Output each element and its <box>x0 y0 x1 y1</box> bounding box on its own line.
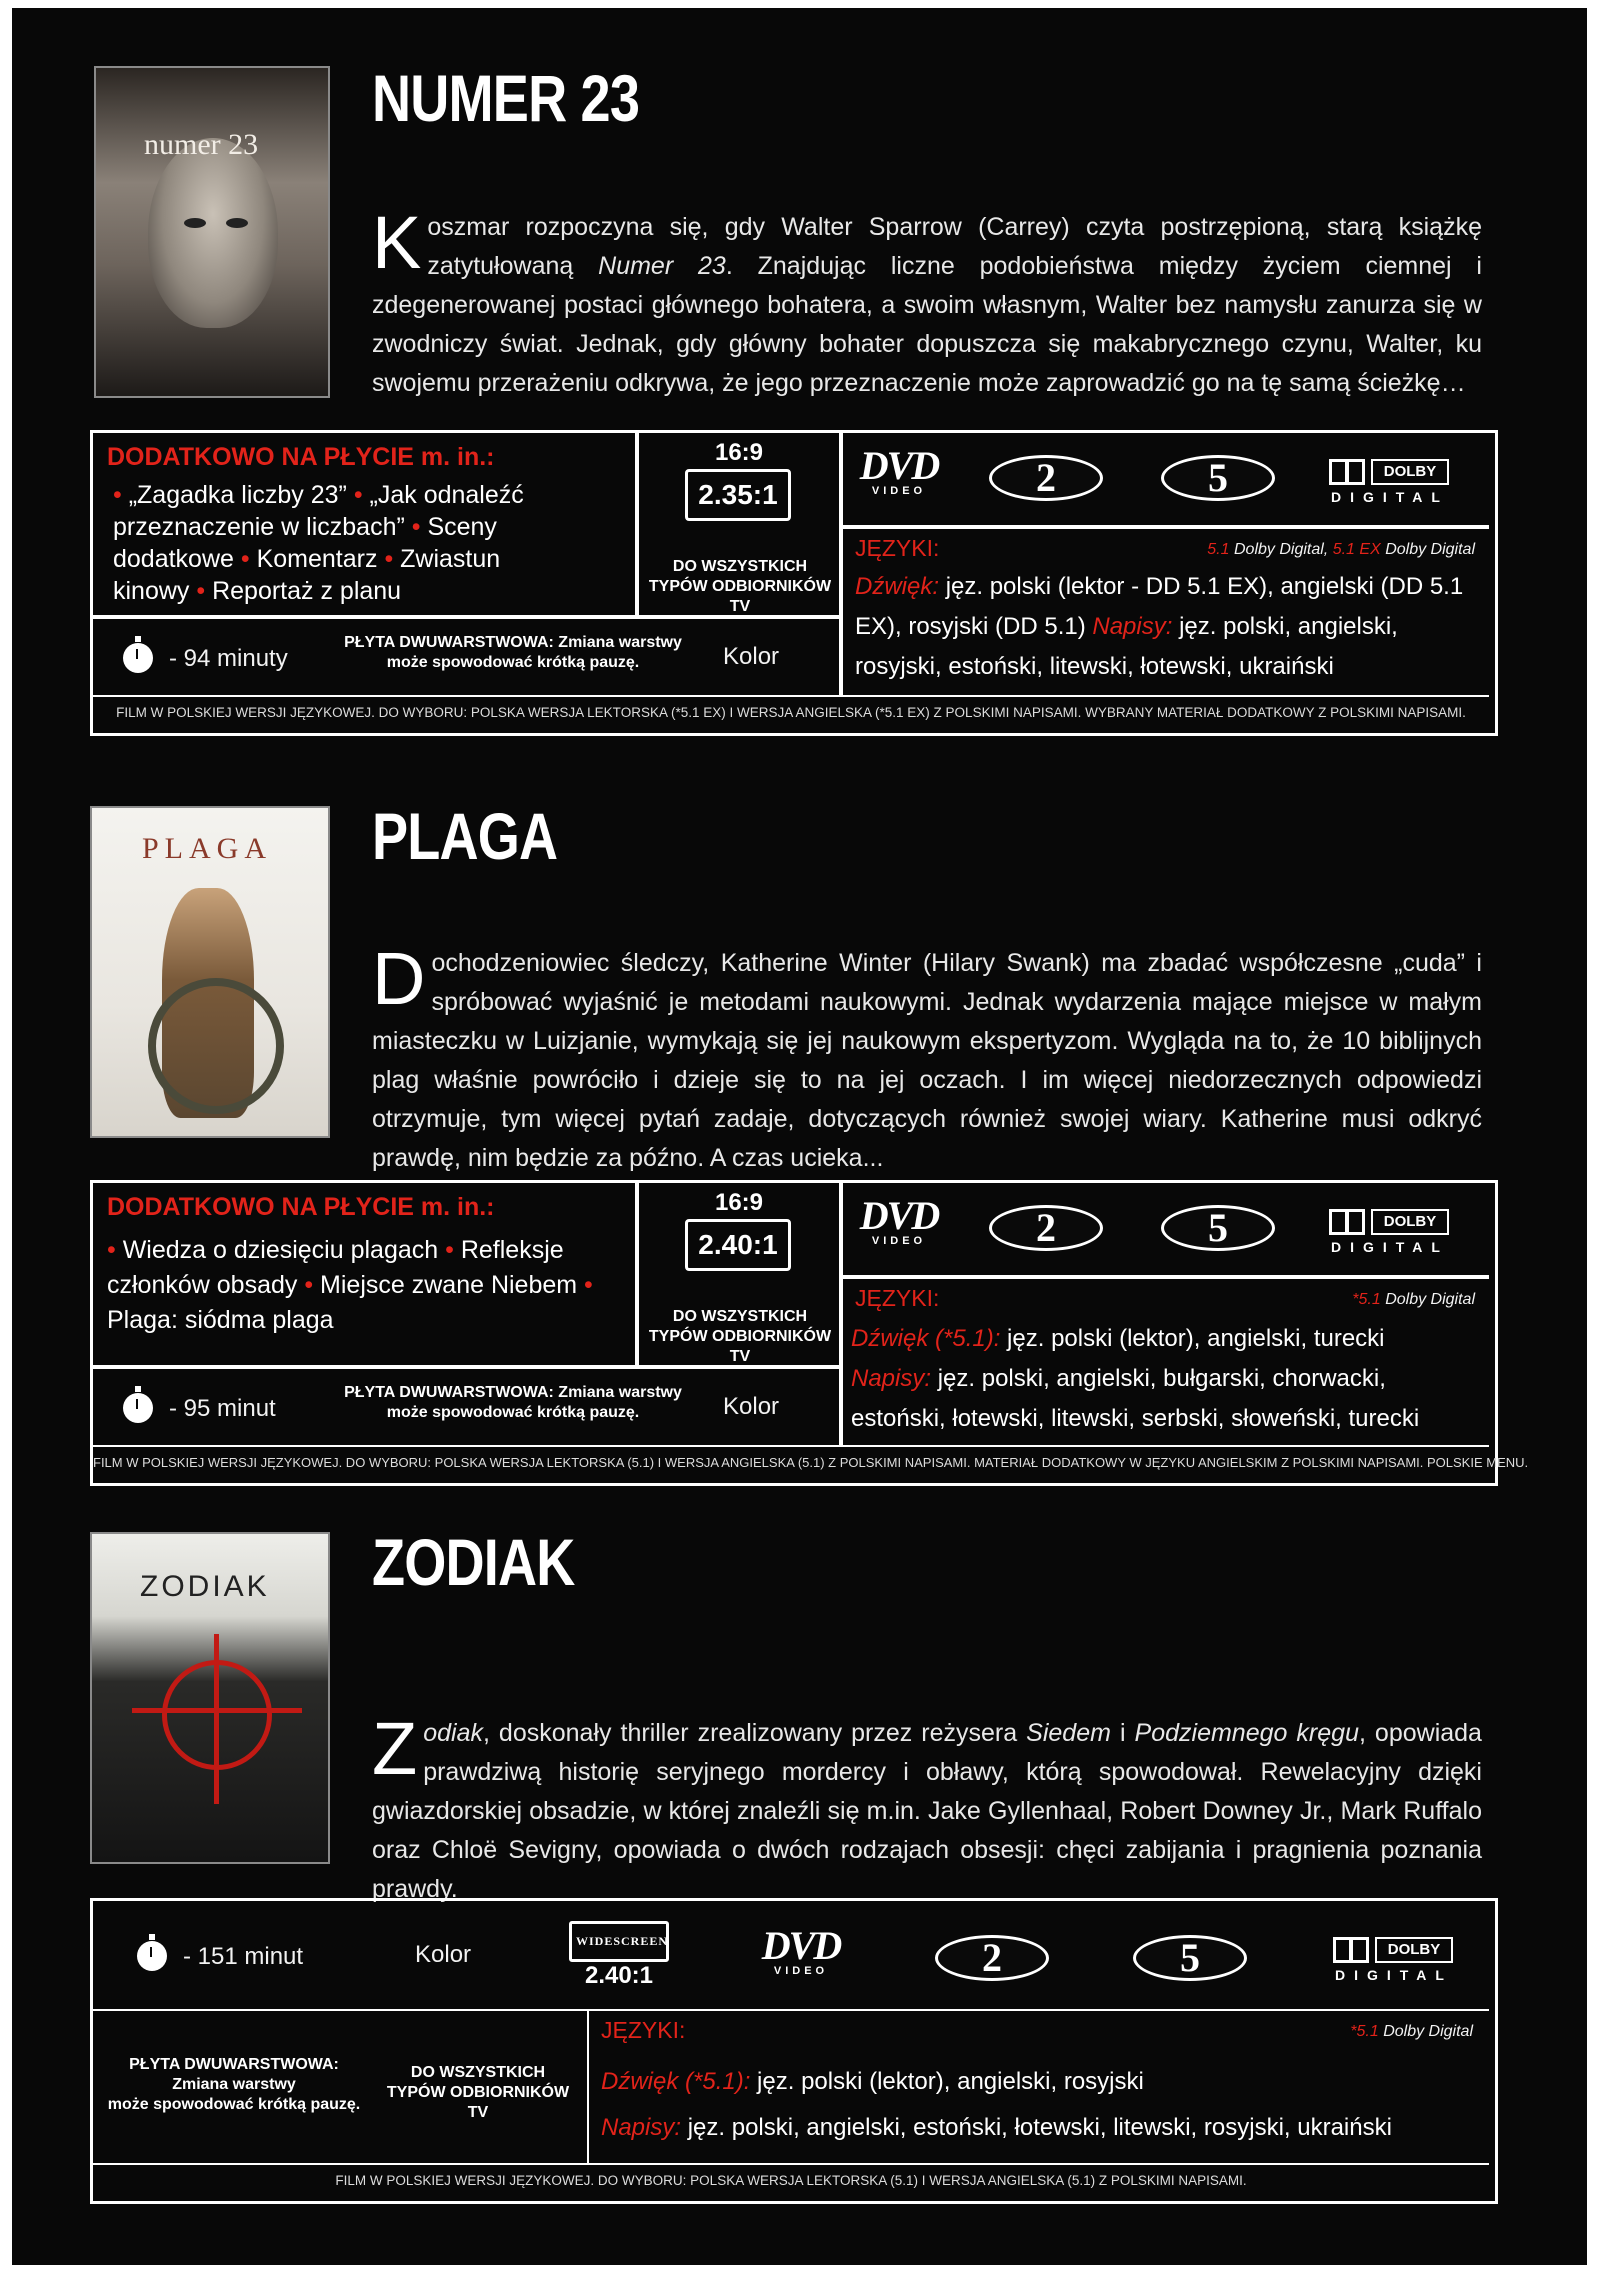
region-5-icon: 5 <box>1133 1935 1247 1981</box>
dropcap: K <box>372 201 422 284</box>
dolby-digital-logo: DOLBY DIGITAL <box>1329 1207 1459 1257</box>
poster-face-shape <box>148 138 278 328</box>
languages-cell <box>589 2011 1489 2165</box>
extras-list: • Wiedza o dziesięciu plagach • Refleksje członków obsady • Miejsce zwane Niebem • Plaga: siódma plaga <box>107 1236 593 1334</box>
movie-title: ZODIAK <box>372 1525 575 1599</box>
widescreen-logo: WIDESCREEN 2.40:1 <box>569 1921 669 1990</box>
movie-synopsis: Zodiak, doskonały thriller zrealizowany przez reżysera Siedem i Podziemnego kręgu, opowiada prawdziwą historię seryjnego mordercy i obławy, którą spowodował. Rewelacyjny dzięki gwiazdorskiej obsadzie, w której znaleźli się m.in. Jake Gyllenhaal, Robert Downey Jr., Mark Ruffalo oraz Chloë Sevigny, opowiada o dwóch rodzajach obsesji: chęci zabijania i pragnienia poznania prawdy. <box>372 1707 1482 1903</box>
aspect-ratio: 2.40:1 <box>584 1962 654 1989</box>
movie-synopsis: Koszmar rozpoczyna się, gdy Walter Sparrow (Carrey) czyta postrzępioną, starą książkę zatytułowaną Numer 23. Znajdując liczne podobieństwa między życiem ciemnej i zdegenerowanej postaci głównego bohatera, a swoim własnym, Walter bez namysłu zanurza się w zwodniczy świat. Jednak, gdy główny bohater dopuszcza się makabrycznego czynu, Walter, ku swojemu przerażeniu odkrywa, że jego przeznaczenie może zaprowadzić go na tę samą ścieżkę… <box>372 201 1482 397</box>
poster-title: PLAGA <box>142 832 273 865</box>
tv-note: DO WSZYSTKICH TYPÓW ODBIORNIKÓW TV <box>648 1308 832 1365</box>
poster-zodiak <box>90 1532 330 1864</box>
aspect-top: 16:9 <box>714 439 764 466</box>
poster-numer-23 <box>94 66 330 398</box>
dvd-back-cover <box>12 8 1587 2265</box>
specs-box-plaga <box>90 1180 1529 1486</box>
logos-cell <box>841 433 1489 527</box>
specs-box-zodiak <box>90 1898 1498 2204</box>
dvd-video-logo: DVD VIDEO <box>859 443 939 497</box>
color-label: Kolor <box>723 1393 780 1420</box>
languages-cell <box>841 527 1489 697</box>
aspect-cell <box>637 433 841 617</box>
dropcap: D <box>372 937 426 1020</box>
languages-cell <box>841 1277 1489 1447</box>
poster-plaga <box>90 806 330 1138</box>
dual-layer-cell <box>93 2011 589 2165</box>
extras-list: • „Zagadka liczby 23” • „Jak odnaleźć przeznaczenie w liczbach” • Sceny dodatkowe • Komentarz • Zwiastun kinowy • Reportaż z planu <box>113 481 524 605</box>
audio-formats: 5.1 Dolby Digital, 5.1 EX Dolby Digital <box>1207 541 1475 558</box>
tv-note: DO WSZYSTKICH TYPÓW ODBIORNIKÓW TV <box>386 2064 570 2121</box>
runtime: - 94 minuty <box>169 645 288 672</box>
languages-text: Dźwięk: jęz. polski (lektor - DD 5.1 EX), angielski (DD 5.1 EX), rosyjski (DD 5.1) Napisy: jęz. polski, angielski, rosyjski, estoński, litewski, łotewski, ukraiński <box>855 573 1464 680</box>
audio-formats: *5.1 Dolby Digital <box>1350 2023 1473 2040</box>
dual-layer-note: PŁYTA DWUWARSTWOWA: Zmiana warstwy może spowodować krótką pauzę. <box>344 634 682 671</box>
region-2-icon: 2 <box>989 1205 1103 1251</box>
runtime-cell <box>93 1367 841 1447</box>
dropcap: Z <box>372 1707 418 1790</box>
languages-heading: JĘZYKI: <box>855 535 940 561</box>
logos-cell <box>841 1183 1489 1277</box>
dual-layer-note: PŁYTA DWUWARSTWOWA: Zmiana warstwy może spowodować krótką pauzę. <box>107 2056 361 2113</box>
extras-heading: DODATKOWO NA PŁYCIE m. in.: <box>107 1193 495 1221</box>
top-row-cell <box>93 1901 1489 2011</box>
color-label: Kolor <box>723 643 780 670</box>
aspect-ratio: 2.40:1 <box>685 1219 791 1271</box>
poster-eye-left <box>184 218 206 228</box>
extras-cell <box>93 1183 637 1367</box>
region-5-icon: 5 <box>1161 1205 1275 1251</box>
languages-heading: JĘZYKI: <box>601 2017 686 2043</box>
movie-title: NUMER 23 <box>372 61 640 135</box>
tv-note: DO WSZYSTKICH TYPÓW ODBIORNIKÓW TV <box>648 558 832 615</box>
poster-snake-shape <box>148 978 284 1114</box>
aspect-ratio: 2.35:1 <box>685 469 791 521</box>
footer-note: FILM W POLSKIEJ WERSJI JĘZYKOWEJ. DO WYBORU: POLSKA WERSJA LEKTORSKA (*5.1 EX) I WERSJA ANGIELSKA (*5.1 EX) Z POLSKIMI NAPISAMI. WYBRANY MATERIAŁ DODATKOWY Z POLSKIMI NAPISAMI. <box>116 705 1466 720</box>
languages-text: Dźwięk (*5.1): jęz. polski (lektor), angielski, turecki Napisy: jęz. polski, angielski, bułgarski, chorwacki, estoński, łotewski, litewski, serbski, słoweński, turecki <box>851 1325 1420 1432</box>
poster-title: numer 23 <box>144 128 259 161</box>
runtime: - 95 minut <box>169 1395 276 1422</box>
audio-formats: *5.1 Dolby Digital <box>1352 1291 1475 1308</box>
poster-crosshair-h <box>132 1708 302 1713</box>
languages-heading: JĘZYKI: <box>855 1285 940 1311</box>
poster-title: ZODIAK <box>140 1570 270 1603</box>
region-2-icon: 2 <box>989 455 1103 501</box>
languages-text: Dźwięk (*5.1): jęz. polski (lektor), angielski, rosyjski Napisy: jęz. polski, angielski, estoński, łotewski, litewski, rosyjski, ukraiński <box>601 2068 1392 2141</box>
poster-eye-right <box>226 218 248 228</box>
movie-title: PLAGA <box>372 799 558 873</box>
movie-synopsis: Dochodzeniowiec śledczy, Katherine Winter (Hilary Swank) ma zbadać współczesne „cuda” i spróbować wyjaśnić je metodami naukowymi. Jednak wydarzenia mające miejsce w małym miasteczku w Luizjanie, wymykają się jej naukowym ekspertyzom. Wygląda na to, że 10 biblijnych plag właśnie powróciło i dzieje się to na jej oczach. I im więcej niedorzecznych odpowiedzi otrzymuje, tym więcej pytań zadaje, dotyczących również swojej wiary. Katherine musi odkryć prawdę, nim będzie za późno. A czas ucieka... <box>372 937 1482 1172</box>
footer-note: FILM W POLSKIEJ WERSJI JĘZYKOWEJ. DO WYBORU: POLSKA WERSJA LEKTORSKA (5.1) I WERSJA ANGIELSKA (5.1) Z POLSKIMI NAPISAMI. <box>335 2173 1247 2188</box>
stopwatch-icon <box>123 1393 153 1423</box>
dolby-digital-logo: DOLBY DIGITAL <box>1329 457 1459 507</box>
extras-heading: DODATKOWO NA PŁYCIE m. in.: <box>107 443 495 471</box>
dolby-digital-logo: DOLBY DIGITAL <box>1333 1935 1463 1985</box>
footer-note: FILM W POLSKIEJ WERSJI JĘZYKOWEJ. DO WYBORU: POLSKA WERSJA LEKTORSKA (5.1) I WERSJA ANGIELSKA (5.1) Z POLSKIMI NAPISAMI. MATERIAŁ DODATKOWY W JĘZYKU ANGIELSKIM Z POLSKIMI NAPISAMI. POLSKIE MENU. <box>93 1455 1529 1470</box>
stopwatch-icon <box>123 643 153 673</box>
dvd-video-logo: DVD VIDEO <box>761 1923 841 1977</box>
dvd-video-logo: DVD VIDEO <box>859 1193 939 1247</box>
runtime: - 151 minut <box>183 1943 304 1970</box>
poster-crosshair-v <box>214 1634 219 1804</box>
aspect-cell <box>637 1183 841 1367</box>
color-label: Kolor <box>415 1941 472 1968</box>
specs-box-numer-23 <box>90 430 1498 736</box>
region-2-icon: 2 <box>935 1935 1049 1981</box>
region-5-icon: 5 <box>1161 455 1275 501</box>
extras-cell <box>93 433 637 617</box>
aspect-top: 16:9 <box>714 1189 764 1216</box>
stopwatch-icon <box>137 1941 167 1971</box>
dual-layer-note: PŁYTA DWUWARSTWOWA: Zmiana warstwy może spowodować krótką pauzę. <box>344 1384 682 1421</box>
runtime-cell <box>93 617 841 697</box>
